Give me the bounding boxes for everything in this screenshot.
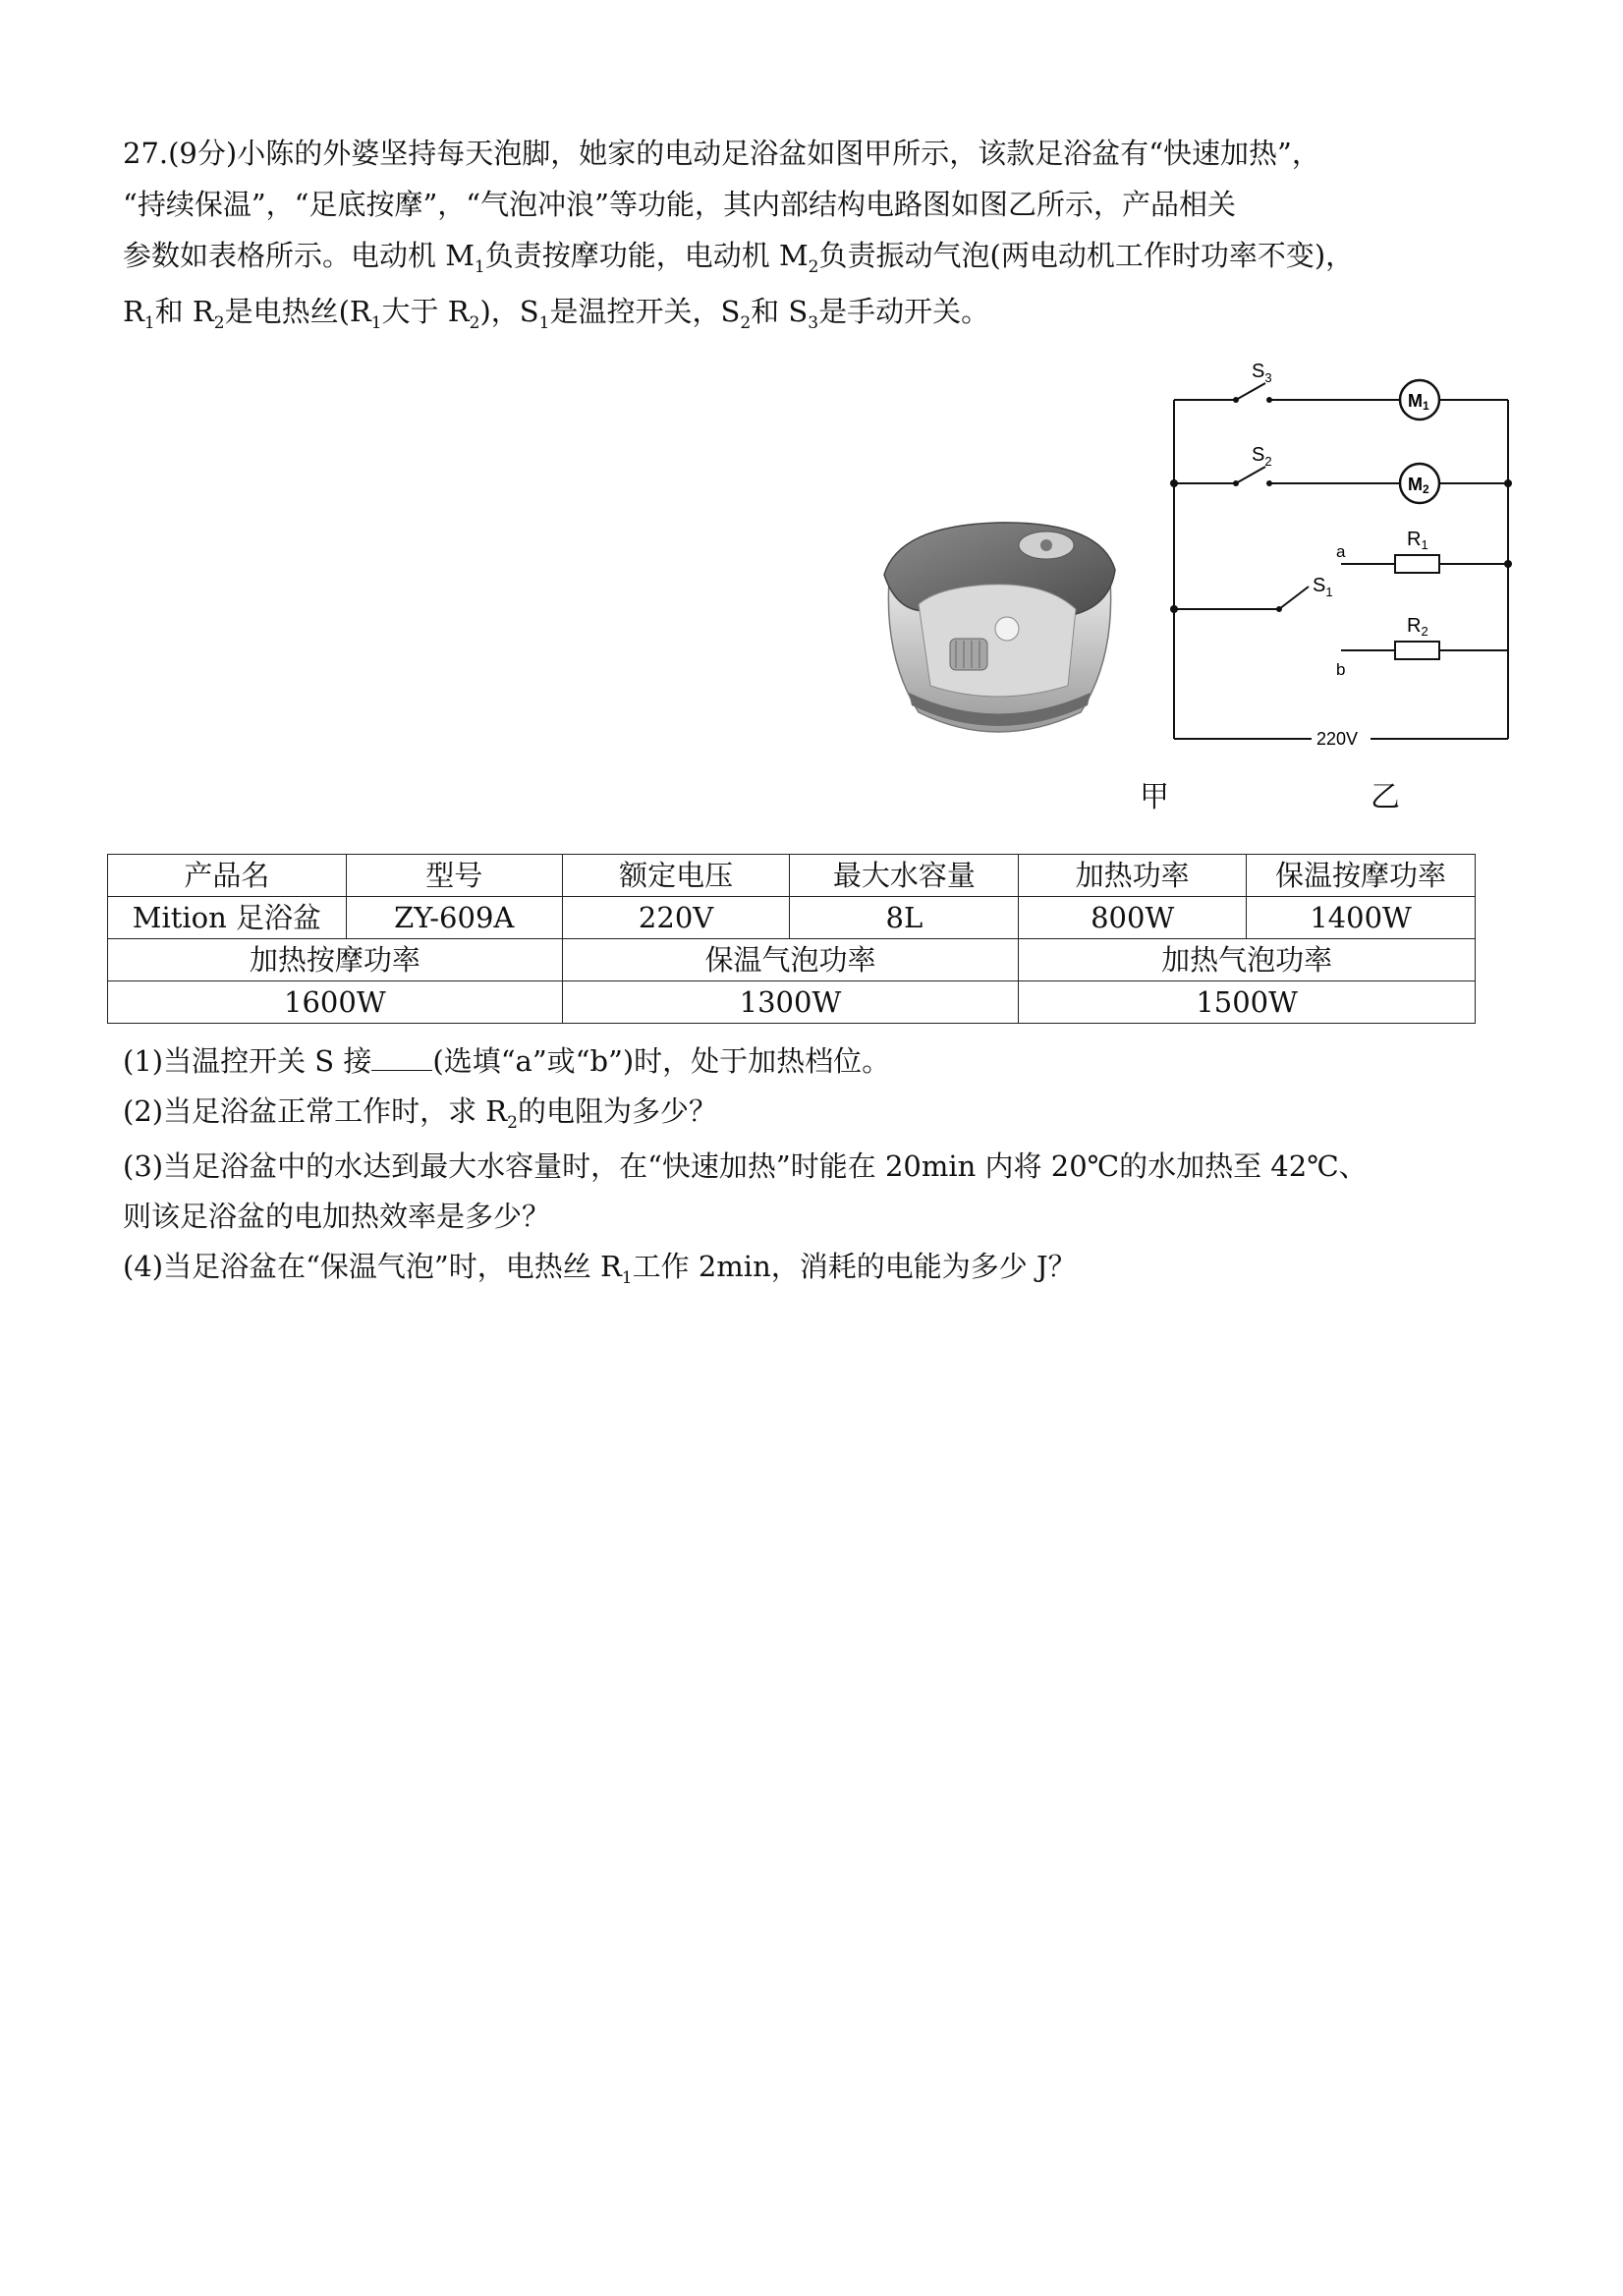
stem-line-3 — [123, 230, 1518, 286]
label-b: b — [1336, 660, 1346, 679]
stem-text: 负责按摩功能，电动机 M — [484, 239, 809, 272]
table-row — [108, 981, 1476, 1024]
label-a: a — [1336, 542, 1346, 561]
subscript: 1 — [370, 313, 382, 333]
table-header-cell: 产品名 — [108, 855, 347, 897]
stem-line-4 — [123, 286, 1518, 342]
stem-text: 是电热丝(R — [224, 295, 371, 328]
question-text: (1)当温控开关 S 接 — [123, 1044, 372, 1078]
subscript: 3 — [808, 313, 819, 333]
spec-table — [107, 854, 1476, 1024]
sub-question-3-cont — [123, 1192, 1557, 1242]
stem-line-1 — [123, 128, 1518, 179]
label-s3: $S_3$ — [1252, 361, 1272, 385]
foot-bath-photo — [879, 511, 1120, 756]
circuit-diagram — [1149, 356, 1523, 758]
table-header-cell: 加热气泡功率 — [1019, 939, 1476, 981]
table-header-cell: 加热按摩功率 — [108, 939, 563, 981]
subscript: 1 — [474, 257, 485, 277]
question-text: (2)当足浴盆正常工作时，求 R — [123, 1094, 508, 1128]
sub-questions — [123, 1036, 1557, 1297]
question-text: 工作 2min，消耗的电能为多少 J？ — [632, 1250, 1077, 1283]
sub-question-2 — [123, 1087, 1557, 1142]
answer-blank[interactable] — [371, 1044, 432, 1071]
stem-text: R — [123, 295, 144, 328]
stem-text: “持续保温”，“足底按摩”，“气泡冲浪”等功能，其内部结构电路图如图乙所示，产品相关 — [123, 188, 1236, 221]
sub-question-4 — [123, 1242, 1557, 1297]
stem-text: 和 R — [154, 295, 214, 328]
table-row — [108, 897, 1476, 939]
label-r1: $R_1$ — [1407, 529, 1428, 552]
subscript: 2 — [808, 257, 819, 277]
question-stem — [123, 128, 1518, 342]
table-header-cell: 型号 — [346, 855, 562, 897]
stem-text: 大于 R — [381, 295, 470, 328]
question-text: (4)当足浴盆在“保温气泡”时，电热丝 R — [123, 1250, 622, 1283]
table-cell: 1500W — [1019, 981, 1476, 1024]
subscript: 1 — [621, 1268, 633, 1288]
table-cell: ZY-609A — [346, 897, 562, 939]
table-cell: 800W — [1019, 897, 1247, 939]
table-header-cell: 额定电压 — [562, 855, 790, 897]
subscript: 2 — [507, 1113, 518, 1133]
table-cell: 220V — [562, 897, 790, 939]
label-m1: M1 — [1408, 391, 1429, 413]
stem-text: 负责振动气泡(两电动机工作时功率不变)， — [818, 239, 1355, 272]
table-cell: 8L — [790, 897, 1019, 939]
label-s1: $S_1$ — [1313, 575, 1333, 599]
table-header-cell: 加热功率 — [1019, 855, 1247, 897]
subscript: 1 — [538, 313, 550, 333]
stem-line-2 — [123, 179, 1518, 230]
question-text: (3)当足浴盆中的水达到最大水容量时，在“快速加热”时能在 20min 内将 20℃的水加热至 42℃、 — [123, 1149, 1368, 1183]
question-text: (选填“a”或“b”)时，处于加热档位。 — [432, 1044, 891, 1078]
table-cell: Mition 足浴盆 — [108, 897, 347, 939]
stem-text: 27.(9分)小陈的外婆坚持每天泡脚，她家的电动足浴盆如图甲所示，该款足浴盆有“快速加热”， — [123, 137, 1320, 170]
table-row — [108, 855, 1476, 897]
subscript: 2 — [469, 313, 480, 333]
table-cell: 1600W — [108, 981, 563, 1024]
question-text: 则该足浴盆的电加热效率是多少？ — [123, 1200, 551, 1233]
label-m2: M2 — [1408, 475, 1429, 496]
question-text: 的电阻为多少？ — [517, 1094, 717, 1128]
subscript: 2 — [740, 313, 752, 333]
table-header-cell: 保温按摩功率 — [1247, 855, 1476, 897]
table-header-cell: 保温气泡功率 — [562, 939, 1019, 981]
sub-question-3 — [123, 1142, 1557, 1192]
table-cell: 1300W — [562, 981, 1019, 1024]
table-cell: 1400W — [1247, 897, 1476, 939]
table-header-cell: 最大水容量 — [790, 855, 1019, 897]
sub-question-1 — [123, 1036, 1557, 1087]
subscript: 2 — [213, 313, 225, 333]
label-r2: $R_2$ — [1407, 615, 1428, 639]
label-s2: $S_2$ — [1252, 444, 1272, 469]
stem-text: 和 S — [751, 295, 809, 328]
stem-text: 参数如表格所示。电动机 M — [123, 239, 475, 272]
stem-text: 是温控开关，S — [549, 295, 741, 328]
stem-text: 是手动开关。 — [818, 295, 990, 328]
stem-text: )，S — [479, 295, 539, 328]
label-voltage: 220V — [1316, 729, 1359, 749]
caption-jia: 甲 — [1140, 780, 1169, 814]
table-row — [108, 939, 1476, 981]
subscript: 1 — [143, 313, 155, 333]
caption-yi: 乙 — [1371, 780, 1400, 814]
